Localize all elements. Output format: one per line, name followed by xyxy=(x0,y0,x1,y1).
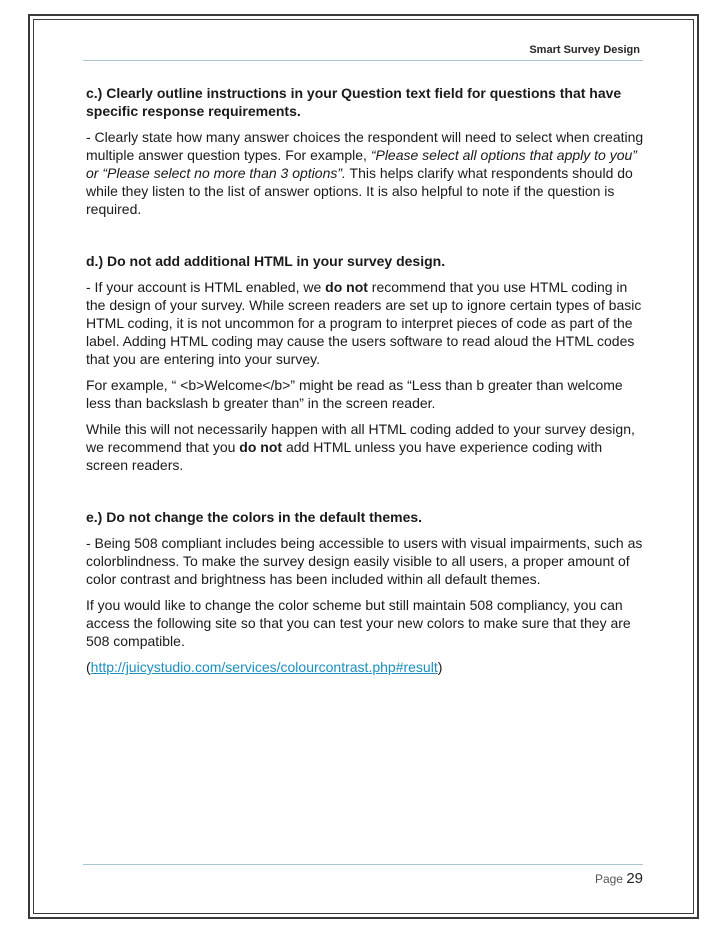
link-open-paren: ( xyxy=(86,659,91,675)
section-c-text-a: - Clearly state how many answer choices the respondent will need to select when creating multiple answer question types. For example, xyxy=(86,129,644,163)
page-label: Page xyxy=(594,872,623,886)
section-e-paragraph-1: - Being 508 compliant includes being accessible to users with visual impairments, such as colorblindness. To make the survey design easily visible to all users, a proper amount of color contrast and brightness has been included within all default themes. xyxy=(86,535,643,587)
section-d-text-b: recommend that you use HTML coding in the design of your survey. While screen readers are set up to ignore certain types of basic HTML coding, it is not uncommon for a program to interpret pieces of code as part of the label. Adding HTML coding may cause the users software to read aloud the HTML codes that you are entering into your survey. xyxy=(86,279,642,367)
page-footer xyxy=(595,870,643,887)
section-d-text-a: - If your account is HTML enabled, we xyxy=(86,279,326,295)
header-rule xyxy=(83,60,643,61)
section-d-paragraph-2: For example, “ <b>Welcome</b>” might be read as “Less than b greater than welcome less than backslash b greater than” in the screen reader. xyxy=(86,377,623,411)
page-number: 29 xyxy=(626,870,643,887)
section-d-heading: d.) Do not add additional HTML in your survey design. xyxy=(86,253,446,269)
section-c-paragraph xyxy=(86,128,646,218)
section-d-paragraph-3 xyxy=(86,420,646,474)
section-e-heading: e.) Do not change the colors in the default themes. xyxy=(86,509,423,525)
section-d-p3-emphasis: do not xyxy=(239,439,283,455)
footer-rule xyxy=(83,864,643,865)
document-body xyxy=(86,84,646,684)
section-c-text-b: This helps clarify what respondents should do while they listen to the list of answer options. It is also helpful to note if the question is required. xyxy=(86,165,633,217)
section-c-heading: c.) Clearly outline instructions in your Question text field for questions that have specific response requirements. xyxy=(86,85,622,119)
section-d-emphasis: do not xyxy=(325,279,368,295)
header-title: Smart Survey Design xyxy=(529,44,640,56)
link-close-paren: ) xyxy=(437,659,443,675)
section-e-paragraph-2: If you would like to change the color scheme but still maintain 508 compliancy, you can access the following site so that you can test your new colors to make sure that they are 508 compatible. xyxy=(86,597,631,649)
section-e-link-line xyxy=(86,658,646,676)
section-d-p3-text-a: While this will not necessarily happen with all HTML coding added to your survey design, we recommend that you xyxy=(86,421,635,455)
section-d-paragraph-1 xyxy=(86,278,646,368)
section-d-p3-text-b: add HTML unless you have experience coding with screen readers. xyxy=(86,439,603,473)
section-c-example: “Please select all options that apply to you” or “Please select no more than 3 options”. xyxy=(86,147,637,181)
colour-contrast-link[interactable]: http://juicystudio.com/services/colourcontrast.php#result xyxy=(90,659,438,675)
